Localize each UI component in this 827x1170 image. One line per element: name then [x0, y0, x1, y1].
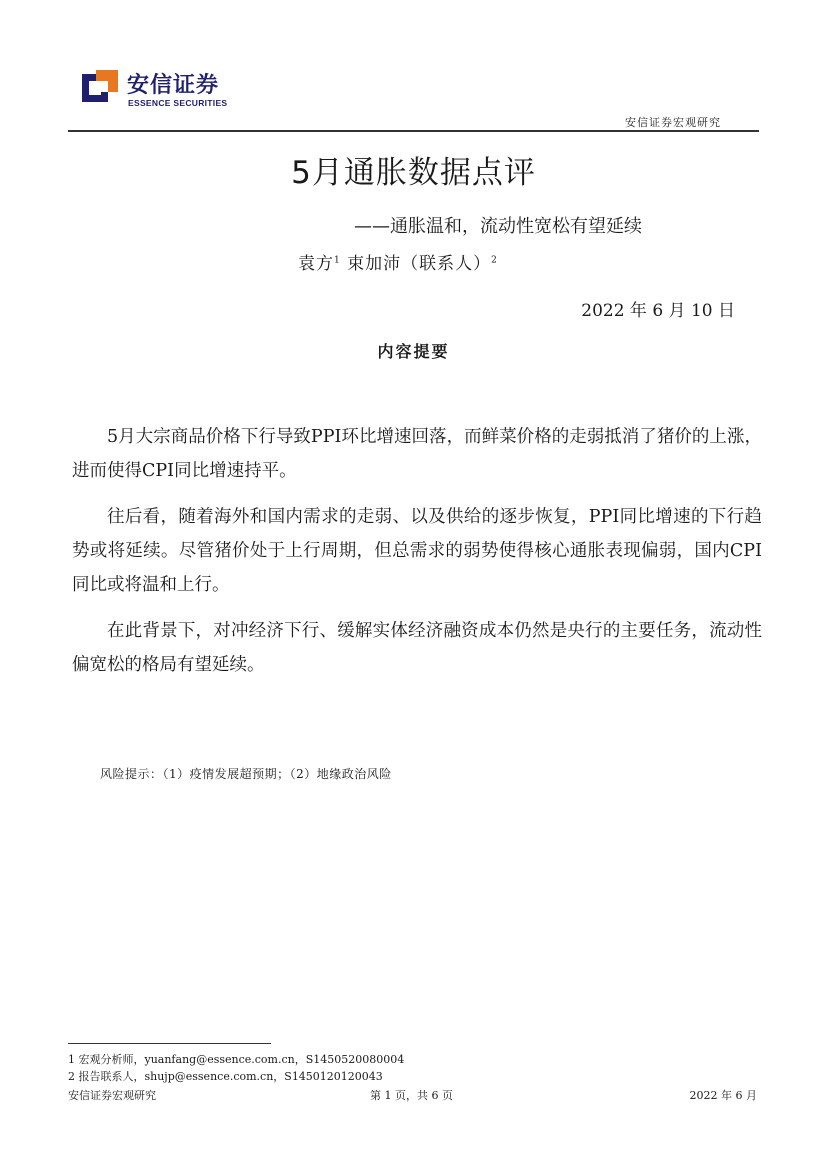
report-subtitle: ——通胀温和，流动性宽松有望延续	[354, 216, 642, 237]
report-date: 2022 年 6 月 10 日	[581, 301, 735, 321]
summary-paragraph: 5月大宗商品价格下行导致PPI环比增速回落，而鲜菜价格的走弱抵消了猪价的上涨，进而使得CPI同比增速持平。	[72, 427, 762, 481]
footnote-mark: 2	[491, 255, 498, 266]
author-shujiapei: 束加沛（联系人）	[347, 254, 492, 274]
footnote: 1 宏观分析师，yuanfang@essence.com.cn，S1450520080004	[68, 1053, 405, 1066]
author-line	[298, 249, 498, 274]
page-number: 第 1 页，共 6 页	[370, 1089, 453, 1102]
logo-english-name: ESSENCE SECURITIES	[128, 98, 228, 108]
risk-note: 风险提示：（1）疫情发展超预期；（2）地缘政治风险	[100, 767, 392, 781]
footer-series: 安信证券宏观研究	[68, 1089, 156, 1102]
summary-paragraph: 往后看，随着海外和国内需求的走弱、以及供给的逐步恢复，PPI同比增速的下行趋势或将延续。尽管猪价处于上行周期，但总需求的弱势使得核心通胀表现偏弱，国内CPI同比或将温和上行。	[72, 507, 762, 595]
author-yuanfang: 袁方	[298, 254, 334, 274]
footnote-rule	[68, 1043, 271, 1044]
header-rule	[68, 130, 759, 132]
summary-paragraph: 在此背景下，对冲经济下行、缓解实体经济融资成本仍然是央行的主要任务，流动性偏宽松的格局有望延续。	[72, 621, 762, 675]
company-logo	[82, 66, 242, 116]
section-title: 内容提要	[377, 342, 450, 361]
footer-date: 2022 年 6 月	[689, 1089, 757, 1102]
summary-body	[72, 420, 762, 694]
footnote-mark: 1	[334, 255, 341, 266]
logo-mark-icon	[82, 70, 118, 106]
report-series-header: 安信证券宏观研究	[625, 116, 721, 129]
footnote: 2 报告联系人，shujp@essence.com.cn，S1450120120043	[68, 1070, 383, 1083]
report-title: 5月通胀数据点评	[291, 155, 536, 191]
logo-chinese-name: 安信证券	[127, 73, 220, 98]
